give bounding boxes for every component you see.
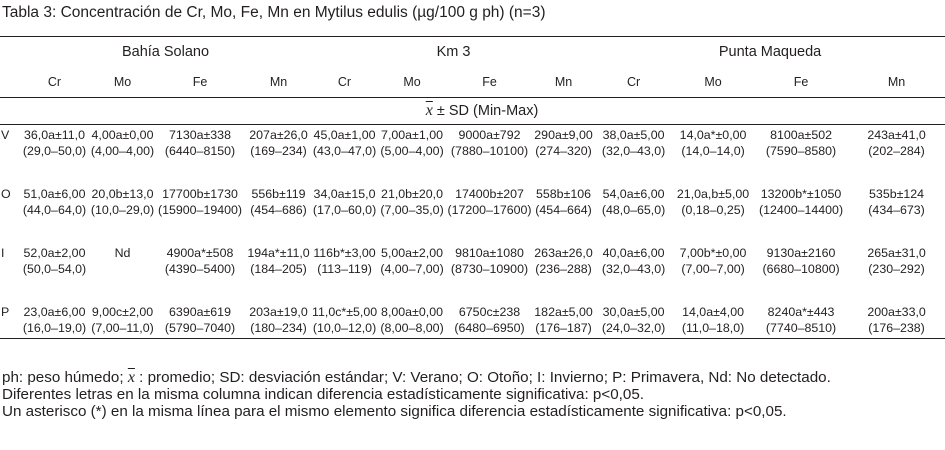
mean-sd-cell: 200a±33,0 [867, 305, 926, 319]
range-cell: (32,0–43,0) [601, 262, 666, 276]
range-cell: (14,0–14,0) [681, 144, 745, 158]
element-header-mo: Mo [403, 74, 421, 89]
spacer-cell [0, 220, 945, 243]
element-header-mn: Mn [269, 74, 288, 89]
blank-cell [0, 320, 19, 339]
range-cell: (48,0–65,0) [601, 203, 666, 217]
region-header-punta-maqueda: Punta Maqueda [595, 37, 945, 67]
mean-sd-cell: 290a±9,00 [534, 128, 593, 142]
table-row-range [0, 320, 945, 339]
range-cell: (44,0–64,0) [22, 203, 87, 217]
mean-sd-cell: 5,00a±2,00 [381, 246, 443, 260]
element-header-fe: Fe [482, 74, 497, 89]
table-row [0, 302, 945, 320]
range-cell: (8,00–8,00) [380, 321, 444, 335]
range-cell: (454–686) [250, 203, 307, 217]
mean-sd-cell: 4900a*±508 [166, 246, 234, 260]
season-label: P [1, 305, 10, 319]
range-cell: (12400–14400) [759, 203, 844, 217]
range-cell: (6440–8150) [164, 144, 236, 158]
mean-sd-cell: 9810a±1080 [455, 246, 524, 260]
table-footnotes [2, 369, 831, 420]
range-cell: (32,0–43,0) [601, 144, 666, 158]
mean-sd-cell: 9000a±792 [458, 128, 521, 142]
mean-sd-cell: 52,0a±2,00 [23, 246, 86, 260]
mean-sd-cell: 6390a±619 [169, 305, 231, 319]
mean-sd-cell: 40,0a±6,00 [602, 246, 665, 260]
range-cell: (8730–10900) [450, 262, 529, 276]
range-cell: (454–664) [535, 203, 592, 217]
statistic-label [19, 98, 945, 125]
range-cell: (236–288) [535, 262, 592, 276]
mean-sd-cell: 182a±5,00 [534, 305, 593, 319]
element-header-cr: Cr [337, 74, 352, 89]
region-header-bahia-solano: Bahía Solano [19, 37, 312, 67]
range-cell: (17200–17600) [447, 203, 532, 217]
table-row [0, 125, 945, 144]
blank-cell [0, 143, 19, 161]
mean-sd-cell: 17700b±1730 [162, 187, 238, 201]
range-cell: (7590–8580) [765, 144, 837, 158]
element-header-row [0, 66, 945, 98]
mean-sd-cell: 34,0a±15,0 [313, 187, 376, 201]
mean-sd-cell: 7,00b*±0,00 [679, 246, 747, 260]
row-spacer [0, 220, 945, 243]
mean-sd-cell: 11,0c*±5,00 [312, 305, 378, 319]
mean-sd-cell: 14,0a*±0,00 [679, 128, 747, 142]
table-row-range [0, 261, 945, 279]
range-cell: (10,0–29,0) [90, 203, 155, 217]
mean-sd-cell: 21,0a,b±5,00 [676, 187, 750, 201]
mean-sd-cell: 9,00c±2,00 [91, 305, 154, 319]
mean-sd-cell: 23,0a±6,00 [23, 305, 86, 319]
range-cell: (7,00–35,0) [380, 203, 444, 217]
region-header-km-3: Km 3 [312, 37, 595, 67]
range-cell: (230–292) [868, 262, 925, 276]
mean-sd-cell: 116b*±3,00 [313, 246, 376, 260]
mean-sd-cell: 8100a±502 [770, 128, 833, 142]
footnote-abbreviations-end: : promedio; SD: desviación estándar; V: Verano; O: Otoño; I: Invierno; P: Primavera, Nd: No detectado. [134, 369, 831, 386]
range-cell: (169–234) [250, 144, 307, 158]
range-cell: (7,00–7,00) [681, 262, 745, 276]
range-cell: (4,00–7,00) [380, 262, 444, 276]
mean-sd-cell: 21,0b±20,0 [381, 187, 443, 201]
element-header-cr: Cr [626, 74, 641, 89]
table-title: Tabla 3: Concentración de Cr, Mo, Fe, Mn en Mytilus edulis (µg/100 g ph) (n=3) [2, 4, 546, 21]
mean-sd-cell: 38,0a±5,00 [602, 128, 665, 142]
concentration-table [0, 36, 945, 339]
element-header-fe: Fe [192, 74, 208, 89]
range-cell: (11,0–18,0) [681, 321, 745, 335]
mean-sd-cell: 8,00a±0,00 [381, 305, 443, 319]
range-cell: (24,0–32,0) [601, 321, 666, 335]
range-cell: (6680–10800) [762, 262, 840, 276]
range-cell [90, 261, 155, 279]
blank-cell [0, 261, 19, 279]
row-spacer [0, 161, 945, 184]
mean-symbol: $\overline{x}$ [127, 369, 135, 386]
element-header-fe: Fe [793, 74, 809, 89]
mean-sd-cell: Nd [114, 246, 131, 260]
range-cell: (434–673) [868, 203, 925, 217]
mean-sd-cell: 7130a±338 [169, 128, 231, 142]
range-cell: (202–284) [868, 144, 925, 158]
footnote-abbreviations [2, 369, 831, 386]
element-header-mo: Mo [704, 74, 722, 89]
range-cell: (5,00–4,00) [380, 144, 444, 158]
mean-sd-cell: 51,0a±6,00 [23, 187, 86, 201]
corner-cell [0, 98, 19, 125]
range-cell: (50,0–54,0) [22, 262, 87, 276]
footnote-asterisk: Un asterisco (*) en la misma línea para el mismo elemento significa diferencia estadísticamente significativa: p<0,05. [2, 403, 787, 420]
mean-sd-cell: 7,00a±1,00 [381, 128, 443, 142]
table-row [0, 243, 945, 261]
mean-sd-cell: 20,0b±13,0 [91, 187, 154, 201]
footnote-abbreviations-start: ph: peso húmedo; [2, 369, 128, 386]
range-cell: (184–205) [250, 262, 307, 276]
mean-sd-cell: 4,00a±0,00 [91, 128, 154, 142]
mean-sd-cell: 36,0a±11,0 [23, 128, 85, 142]
range-cell: (113–119) [317, 262, 372, 276]
mean-sd-cell: 13200b*±1050 [760, 187, 842, 201]
element-header-mn: Mn [554, 74, 573, 89]
range-cell: (274–320) [535, 144, 592, 158]
mean-sd-cell: 194a*±11,0 [247, 246, 310, 260]
range-cell: (7,00–11,0) [91, 321, 154, 335]
element-header-mn: Mn [887, 74, 906, 89]
range-cell: (6480–6950) [454, 321, 525, 335]
range-cell: (5790–7040) [164, 321, 236, 335]
element-header-cr: Cr [47, 74, 62, 89]
range-cell: (15900–19400) [157, 203, 243, 217]
range-cell: (43,0–47,0) [312, 144, 377, 158]
corner-cell [0, 66, 19, 98]
mean-sd-cell: 14,0a±4,00 [682, 305, 745, 319]
range-cell: (4,00–4,00) [90, 144, 155, 158]
row-spacer [0, 279, 945, 302]
mean-sd-cell: 30,0a±5,00 [602, 305, 665, 319]
statistic-header-row [0, 98, 945, 125]
mean-sd-cell: 45,0a±1,00 [313, 128, 376, 142]
mean-symbol: $\overline{x}$ [425, 102, 433, 119]
mean-sd-cell: 207a±26,0 [249, 128, 308, 142]
mean-sd-cell: 54,0a±6,00 [602, 187, 665, 201]
mean-sd-cell: 265a±31,0 [867, 246, 926, 260]
table-row [0, 184, 945, 202]
table-row-range [0, 143, 945, 161]
mean-sd-cell: 558b±106 [536, 187, 592, 201]
mean-sd-cell: 243a±41,0 [867, 128, 926, 142]
range-cell: (29,0–50,0) [22, 144, 87, 158]
mean-sd-cell: 8240a*±443 [767, 305, 835, 319]
range-cell: (10,0–12,0) [312, 321, 377, 335]
mean-sd-cell: 263a±26,0 [534, 246, 593, 260]
region-header-row [0, 37, 945, 67]
footnote-letters: Diferentes letras en la misma columna indican diferencia estadísticamente significativa: p<0,05. [2, 386, 644, 403]
range-cell: (176–238) [868, 321, 925, 335]
range-cell: (176–187) [535, 321, 592, 335]
mean-sd-cell: 6750c±238 [458, 305, 521, 319]
spacer-cell [0, 161, 945, 184]
mean-sd-cell: 556b±119 [251, 187, 306, 201]
range-cell: (16,0–19,0) [22, 321, 87, 335]
element-header-mo: Mo [113, 74, 132, 89]
mean-sd-cell: 203a±19,0 [249, 305, 308, 319]
spacer-cell [0, 279, 945, 302]
corner-cell [0, 37, 19, 67]
mean-sd-cell: 17400b±207 [455, 187, 524, 201]
statistic-label-text: ± SD (Min-Max) [432, 103, 539, 119]
season-label: I [1, 246, 5, 260]
range-cell: (0,18–0,25) [681, 203, 745, 217]
range-cell: (7740–8510) [765, 321, 837, 335]
range-cell: (180–234) [250, 321, 307, 335]
mean-sd-cell: 9130a±2160 [766, 246, 836, 260]
range-cell: (4390–5400) [164, 262, 236, 276]
blank-cell [0, 202, 19, 220]
range-cell: (17,0–60,0) [312, 203, 377, 217]
season-label: V [1, 128, 10, 142]
table-row-range [0, 202, 945, 220]
range-cell: (7880–10100) [450, 144, 529, 158]
season-label: O [1, 187, 11, 201]
mean-sd-cell: 535b±124 [869, 187, 925, 201]
